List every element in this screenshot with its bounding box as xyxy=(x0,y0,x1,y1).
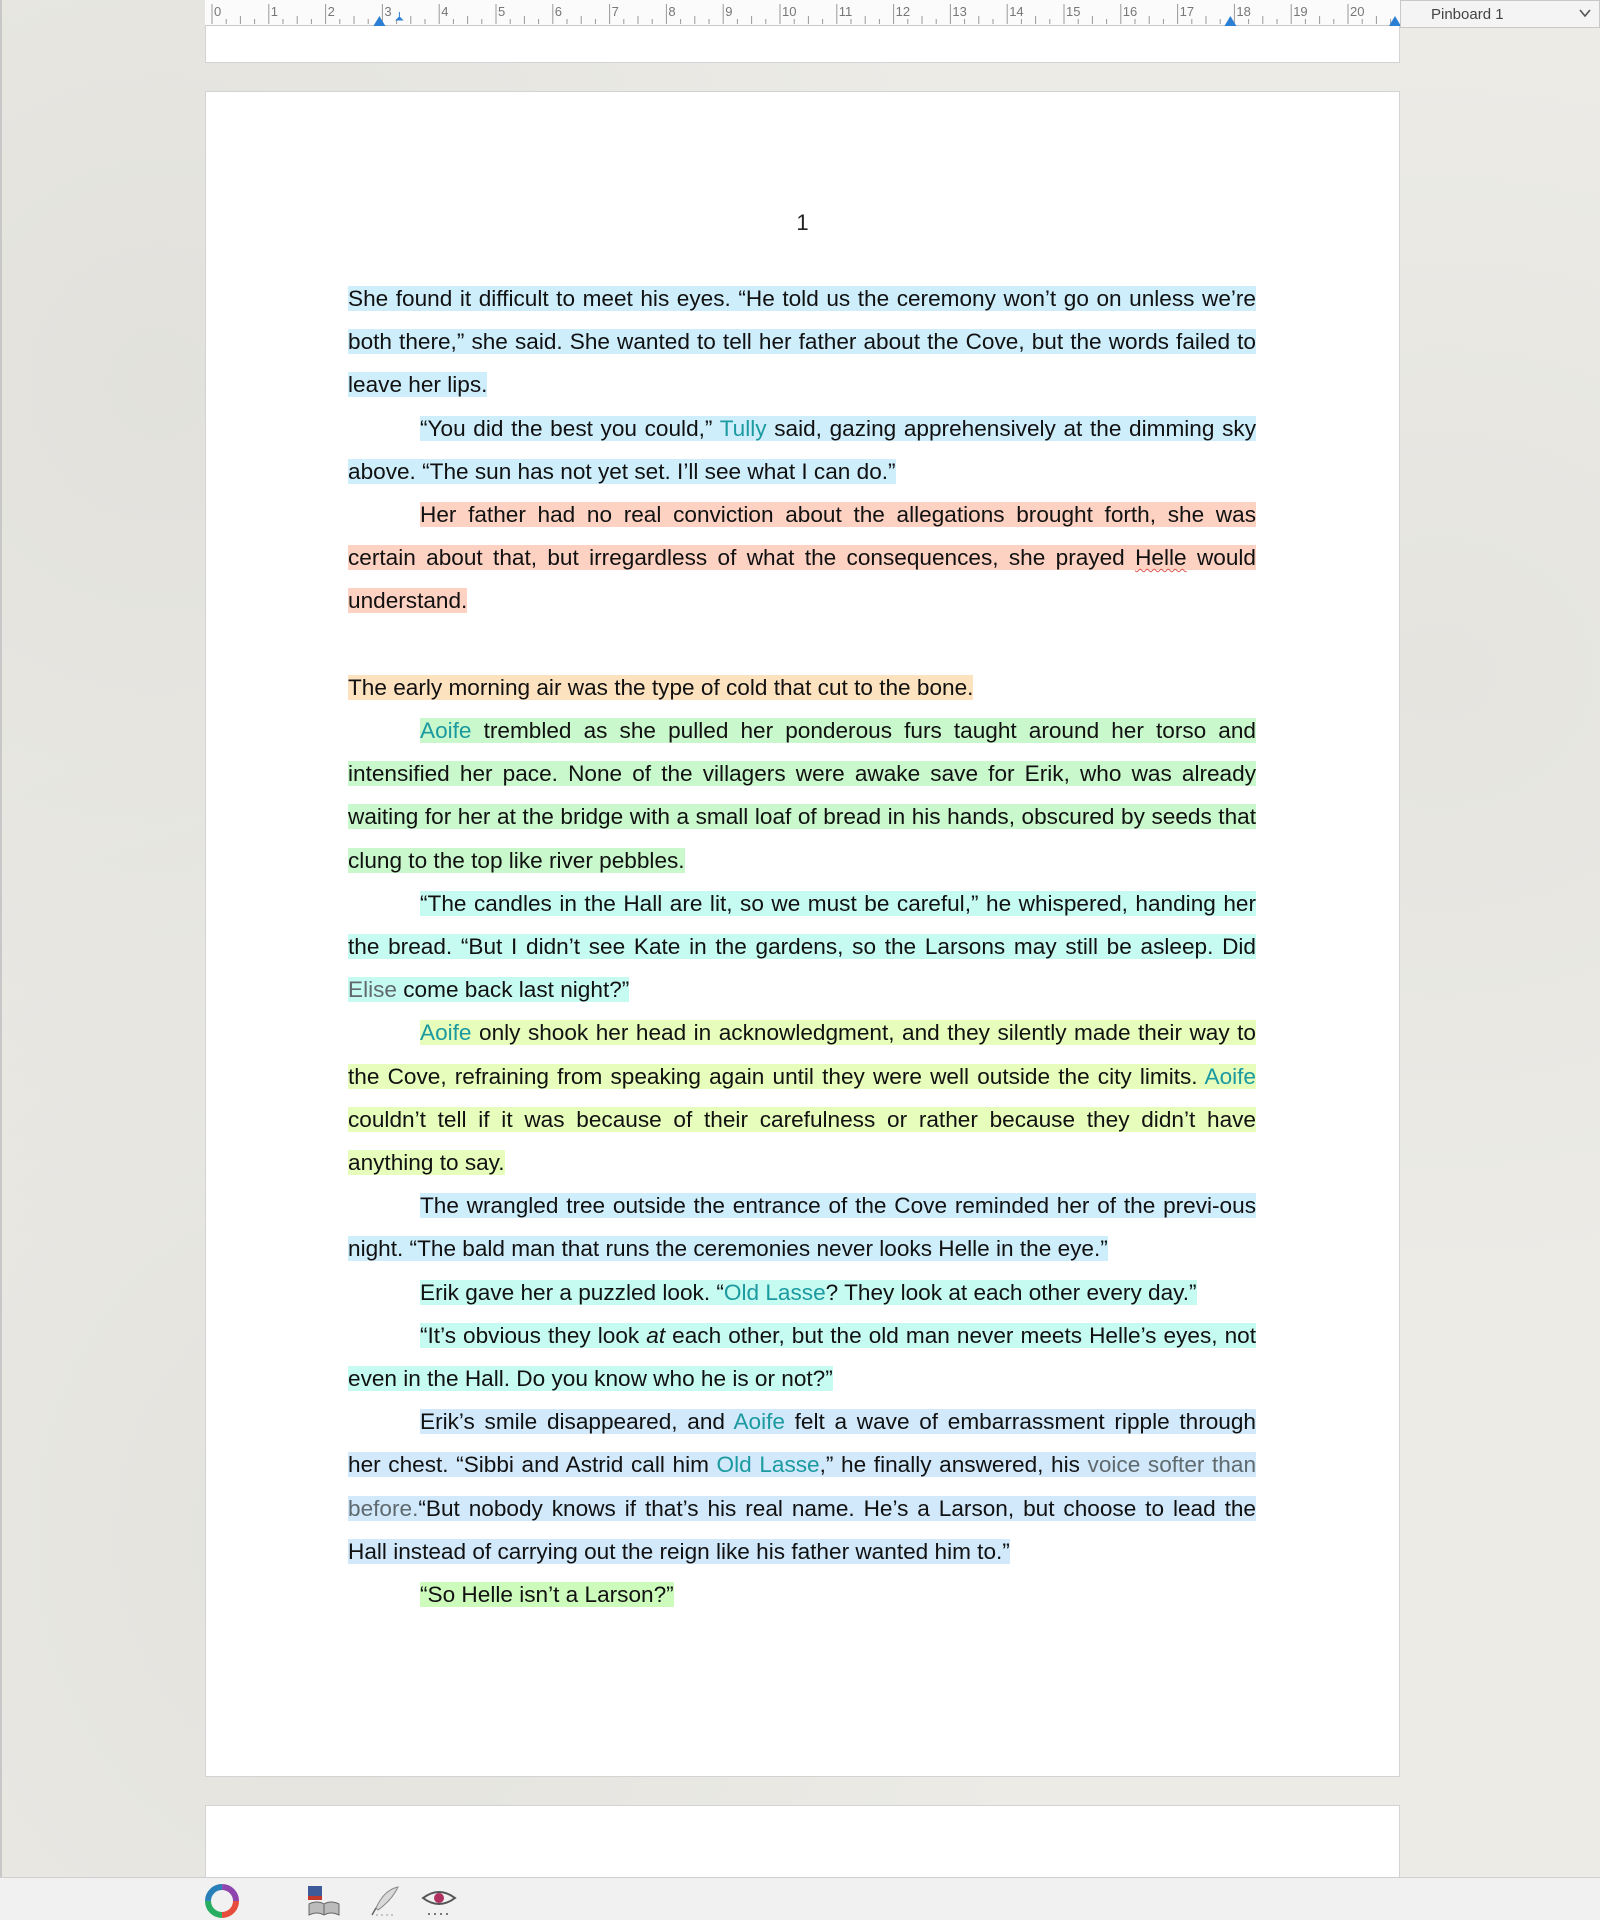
ruler-number: 18 xyxy=(1236,4,1251,19)
paragraph[interactable] xyxy=(348,1314,1256,1400)
page-body-text[interactable] xyxy=(348,277,1256,1616)
ruler-number: 5 xyxy=(498,4,506,19)
ruler-number: 13 xyxy=(952,4,967,19)
quill-pen-icon[interactable] xyxy=(368,1884,402,1918)
character-name: Aoife xyxy=(420,718,472,744)
text-run: “So Helle isn’t a Larson?” xyxy=(420,1582,674,1608)
paragraph[interactable] xyxy=(348,493,1256,623)
text-run: only shook her head in acknowledgment, and they silently made their way to the Cove, refraining from speaking again until they were well outside the city limits. xyxy=(348,1020,1256,1089)
ruler-number: 16 xyxy=(1122,4,1138,19)
paragraph[interactable] xyxy=(348,407,1256,493)
paragraph-highlight xyxy=(420,1582,674,1607)
character-name: Old Lasse xyxy=(723,1279,826,1305)
paragraph-highlight xyxy=(420,1280,1197,1305)
document-page[interactable] xyxy=(205,91,1400,1777)
paragraph-highlight xyxy=(348,416,1256,484)
ruler-number: 19 xyxy=(1293,4,1308,19)
ruler-number: 12 xyxy=(895,4,911,19)
pinboard-select[interactable] xyxy=(1400,0,1600,28)
ruler-number: 11 xyxy=(838,4,853,19)
paragraph[interactable] xyxy=(348,277,1256,407)
text-run: Erik gave her a puzzled look. “ xyxy=(420,1279,724,1305)
paragraph-highlight xyxy=(348,891,1256,1002)
styled-text: Elise xyxy=(348,977,397,1003)
ruler-number: 10 xyxy=(782,4,797,19)
text-run: “You did the best you could,” xyxy=(420,415,720,441)
ruler-number: 20 xyxy=(1350,4,1365,19)
blank-line xyxy=(348,623,1256,666)
paragraph-highlight xyxy=(348,286,1256,397)
text-run: The wrangled tree outside the entrance of the Cove reminded her of the previ-ous night. “The bald man that runs the ceremonies never looks Helle in the eye.” xyxy=(348,1193,1256,1262)
color-wheel-icon[interactable] xyxy=(205,1884,239,1918)
ruler-number: 2 xyxy=(327,4,335,19)
paragraph[interactable] xyxy=(348,1573,1256,1616)
character-name: Aoife xyxy=(733,1409,785,1435)
paragraph-highlight xyxy=(348,502,1256,613)
text-run: trembled as she pulled her ponderous furs taught around her torso and intensified her pace. None of the villagers were awake save for Erik, who was already waiting for her at the bridge with a small loaf of bread in his hands, obscured by seeds that clung to the top like river pebbles. xyxy=(348,718,1256,873)
character-name: Aoife xyxy=(420,1020,472,1046)
ruler-number: 7 xyxy=(611,4,619,19)
first-line-indent-marker[interactable] xyxy=(396,12,402,20)
paragraph[interactable] xyxy=(348,882,1256,1012)
text-run: “But nobody knows if that’s his real name. He’s a Larson, but choose to lead the Hall instead of carrying out the reign like his father wanted him to.” xyxy=(348,1495,1256,1564)
chevron-down-icon xyxy=(1577,5,1593,21)
text-run: each other, but the old man never meets Helle’s eyes, not even in the Hall. Do you know who he is or not?” xyxy=(348,1322,1257,1392)
paragraph-highlight xyxy=(348,718,1256,873)
ruler-number: 3 xyxy=(384,4,392,19)
ruler-number: 9 xyxy=(725,4,733,19)
paragraph[interactable] xyxy=(348,1011,1256,1184)
page-number: 1 xyxy=(796,210,809,235)
ruler-number: 4 xyxy=(441,4,449,19)
ruler-number: 1 xyxy=(270,4,279,19)
ruler-number: 17 xyxy=(1179,4,1195,19)
ruler-number: 15 xyxy=(1066,4,1081,19)
ruler-number: 14 xyxy=(1009,4,1024,19)
previous-page xyxy=(205,26,1400,63)
paragraph[interactable] xyxy=(348,1400,1256,1573)
text-run: felt a wave of embarrassment ripple through her chest. “Sibbi and Astrid call him xyxy=(348,1409,1257,1478)
italic-text: at xyxy=(646,1322,666,1348)
paragraph-highlight xyxy=(348,1323,1256,1391)
text-run: would understand. xyxy=(348,545,1256,614)
pinboard-select-value: Pinboard 1 xyxy=(1431,5,1504,23)
styled-text: voice softer than before. xyxy=(348,1452,1257,1521)
status-bar xyxy=(0,1877,1600,1920)
paragraph-highlight xyxy=(348,675,973,700)
paragraph-highlight xyxy=(348,1193,1256,1261)
paragraph[interactable] xyxy=(348,1271,1256,1314)
flag-book-icon[interactable] xyxy=(306,1884,342,1918)
text-run: “It’s obvious they look xyxy=(420,1322,647,1348)
character-name: Old Lasse xyxy=(716,1452,820,1478)
window-left-edge xyxy=(0,0,2,1880)
paragraph[interactable] xyxy=(348,1184,1256,1270)
text-run: The early morning air was the type of cold that cut to the bone. xyxy=(348,674,974,700)
text-run: ? They look at each other every day.” xyxy=(825,1279,1197,1305)
character-name: Tully xyxy=(719,415,767,441)
paragraph-highlight xyxy=(348,1409,1256,1564)
spellcheck-word: Helle xyxy=(1135,545,1187,571)
ruler-number: 6 xyxy=(554,4,563,19)
text-run: couldn’t tell if it was because of their carefulness or rather because they didn’t have anything to say. xyxy=(348,1106,1256,1176)
paragraph-highlight xyxy=(348,1020,1256,1175)
text-run: “The candles in the Hall are lit, so we must be careful,” he whispered, handing her the bread. “But I didn’t see Kate in the gardens, so the Larsons may still be asleep. Did xyxy=(348,890,1256,960)
text-run: Erik’s smile disappeared, and xyxy=(420,1409,734,1435)
next-page xyxy=(205,1805,1400,1885)
text-run: She found it difficult to meet his eyes. “He told us the ceremony won’t go on unless we’re both there,” she said. She wanted to tell her father about the Cove, but the words failed to leave her lips. xyxy=(348,286,1256,398)
eye-icon[interactable] xyxy=(420,1884,458,1918)
ruler-scale xyxy=(205,0,1400,26)
character-name: Aoife xyxy=(1204,1063,1256,1089)
text-run: said, gazing apprehensively at the dimming sky above. “The sun has not yet set. I’ll see what I can do.” xyxy=(348,415,1256,484)
paragraph[interactable] xyxy=(348,709,1256,882)
text-run: Her father had no real conviction about the allegations brought forth, she was certain about that, but irregardless of what the consequences, she prayed xyxy=(348,502,1256,571)
text-run: ,” he finally answered, his xyxy=(819,1452,1088,1478)
ruler-number: 8 xyxy=(668,4,676,19)
ruler-number: 0 xyxy=(214,4,222,19)
paragraph[interactable] xyxy=(348,666,1256,709)
horizontal-ruler[interactable] xyxy=(205,0,1400,26)
text-run: come back last night?” xyxy=(396,977,630,1003)
